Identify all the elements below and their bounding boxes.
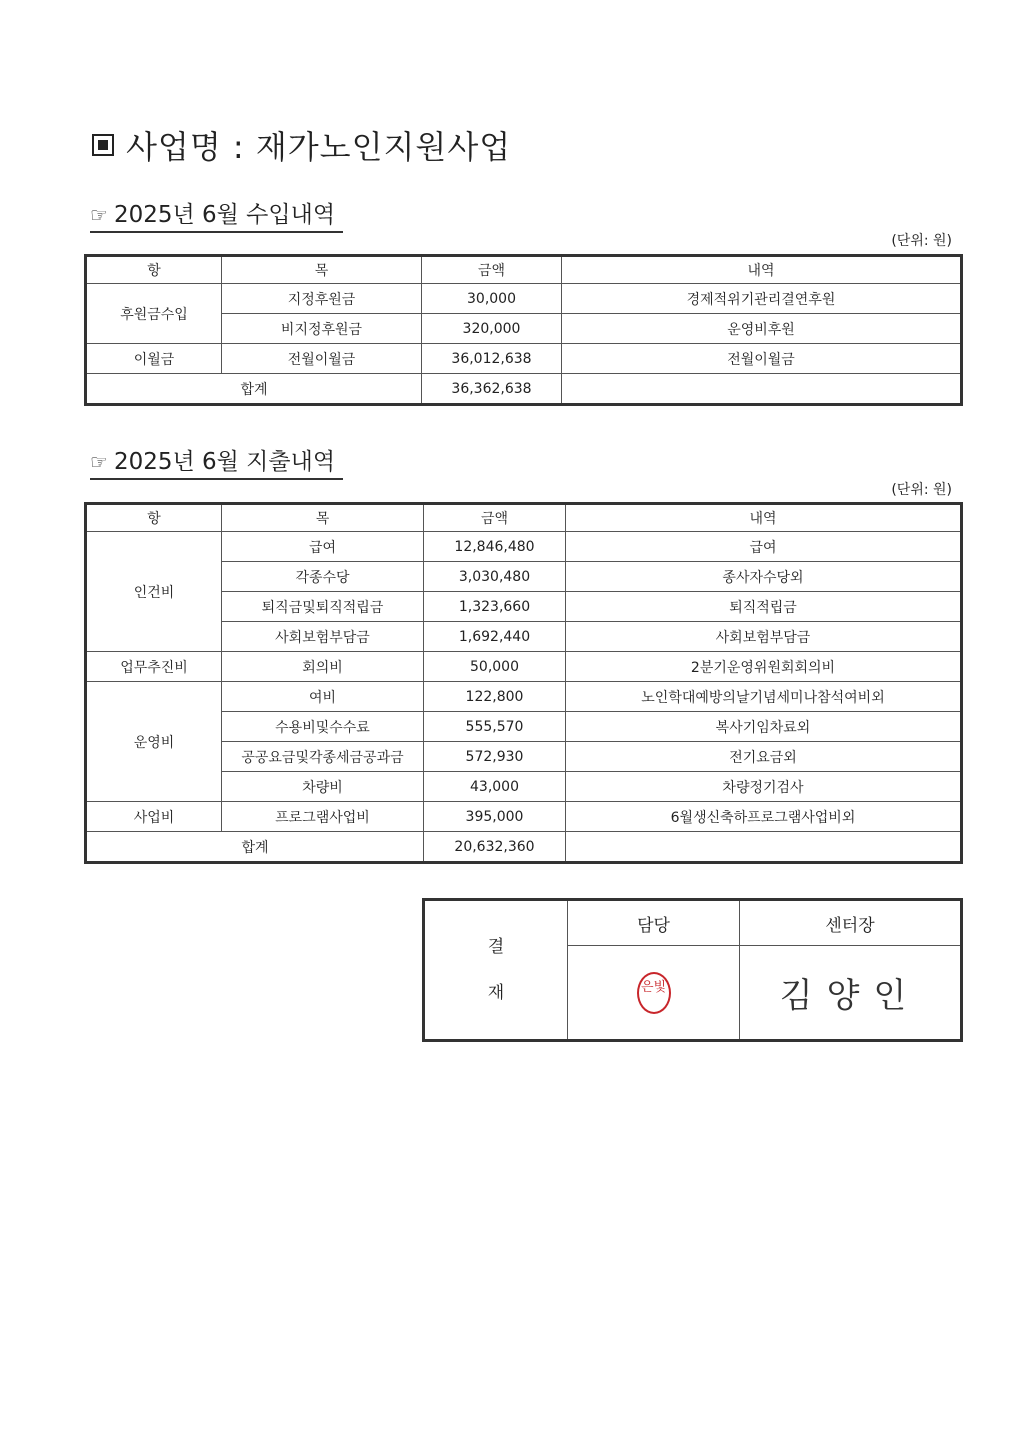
header-amount: 금액 <box>424 504 566 532</box>
handwritten-signature: 김양인 <box>779 976 921 1016</box>
hang-cell: 운영비 <box>86 682 222 802</box>
expense-heading: ☞ 2025년 6월 지출내역 <box>90 443 343 480</box>
hang-cell: 인건비 <box>86 532 222 652</box>
total-row <box>86 832 962 863</box>
total-row <box>86 374 962 405</box>
page-title <box>92 122 511 168</box>
detail-cell: 급여 <box>566 532 962 562</box>
header-detail: 내역 <box>566 504 962 532</box>
income-unit-label: (단위: 원) <box>891 233 952 249</box>
table-row <box>86 802 962 832</box>
approval-label-top: 결 <box>487 937 505 957</box>
detail-cell: 차량정기검사 <box>566 772 962 802</box>
table-row <box>86 532 962 562</box>
detail-cell: 퇴직적립금 <box>566 592 962 622</box>
amount-cell: 555,570 <box>424 712 566 742</box>
mok-cell: 여비 <box>222 682 424 712</box>
amount-cell: 320,000 <box>422 314 562 344</box>
mok-cell: 프로그램사업비 <box>222 802 424 832</box>
approval-label <box>424 900 568 1041</box>
approval-col-director: 센터장 <box>740 900 962 946</box>
amount-cell: 3,030,480 <box>424 562 566 592</box>
pointing-hand-icon: ☞ <box>90 450 108 474</box>
mok-cell: 차량비 <box>222 772 424 802</box>
hang-cell: 업무추진비 <box>86 652 222 682</box>
amount-cell: 122,800 <box>424 682 566 712</box>
income-heading: ☞ 2025년 6월 수입내역 <box>90 196 343 233</box>
mok-cell: 사회보험부담금 <box>222 622 424 652</box>
pointing-hand-icon: ☞ <box>90 203 108 227</box>
table-row <box>86 284 962 314</box>
detail-cell: 6월생신축하프로그램사업비외 <box>566 802 962 832</box>
amount-cell: 50,000 <box>424 652 566 682</box>
approval-label-bottom: 재 <box>487 983 505 1003</box>
amount-cell: 43,000 <box>424 772 566 802</box>
detail-cell: 운영비후원 <box>562 314 962 344</box>
amount-cell: 12,846,480 <box>424 532 566 562</box>
header-detail: 내역 <box>562 256 962 284</box>
approval-box <box>422 898 963 1042</box>
detail-cell: 전월이월금 <box>562 344 962 374</box>
detail-cell: 사회보험부담금 <box>566 622 962 652</box>
header-hang: 항 <box>86 504 222 532</box>
table-row <box>86 344 962 374</box>
detail-cell: 경제적위기관리결연후원 <box>562 284 962 314</box>
expense-table <box>84 502 963 864</box>
mok-cell: 각종수당 <box>222 562 424 592</box>
approval-col-staff: 담당 <box>568 900 740 946</box>
director-signature-cell <box>740 946 962 1041</box>
detail-cell: 종사자수당외 <box>566 562 962 592</box>
header-amount: 금액 <box>422 256 562 284</box>
table-row <box>86 682 962 712</box>
amount-cell: 395,000 <box>424 802 566 832</box>
amount-cell: 572,930 <box>424 742 566 772</box>
total-detail <box>566 832 962 863</box>
mok-cell: 퇴직금및퇴직적립금 <box>222 592 424 622</box>
mok-cell: 회의비 <box>222 652 424 682</box>
mok-cell: 급여 <box>222 532 424 562</box>
table-header-row <box>86 504 962 532</box>
mok-cell: 지정후원금 <box>222 284 422 314</box>
hang-cell: 후원금수입 <box>86 284 222 344</box>
page-title-text: 사업명 : 재가노인지원사업 <box>126 128 512 166</box>
header-mok: 목 <box>222 504 424 532</box>
total-label: 합계 <box>86 832 424 863</box>
income-table <box>84 254 963 406</box>
header-hang: 항 <box>86 256 222 284</box>
staff-seal-cell <box>568 946 740 1041</box>
table-header-row <box>86 256 962 284</box>
mok-cell: 비지정후원금 <box>222 314 422 344</box>
total-label: 합계 <box>86 374 422 405</box>
total-amount: 36,362,638 <box>422 374 562 405</box>
amount-cell: 30,000 <box>422 284 562 314</box>
expense-unit-label: (단위: 원) <box>891 482 952 498</box>
detail-cell: 노인학대예방의날기념세미나참석여비외 <box>566 682 962 712</box>
detail-cell: 전기요금외 <box>566 742 962 772</box>
red-seal-stamp: 은빛 <box>637 972 671 1014</box>
detail-cell: 복사기임차료외 <box>566 712 962 742</box>
mok-cell: 전월이월금 <box>222 344 422 374</box>
total-amount: 20,632,360 <box>424 832 566 863</box>
amount-cell: 1,323,660 <box>424 592 566 622</box>
amount-cell: 1,692,440 <box>424 622 566 652</box>
table-row <box>86 652 962 682</box>
mok-cell: 공공요금및각종세금공과금 <box>222 742 424 772</box>
total-detail <box>562 374 962 405</box>
mok-cell: 수용비및수수료 <box>222 712 424 742</box>
hang-cell: 사업비 <box>86 802 222 832</box>
detail-cell: 2분기운영위원회회의비 <box>566 652 962 682</box>
amount-cell: 36,012,638 <box>422 344 562 374</box>
hang-cell: 이월금 <box>86 344 222 374</box>
filled-square-icon <box>92 134 114 156</box>
header-mok: 목 <box>222 256 422 284</box>
